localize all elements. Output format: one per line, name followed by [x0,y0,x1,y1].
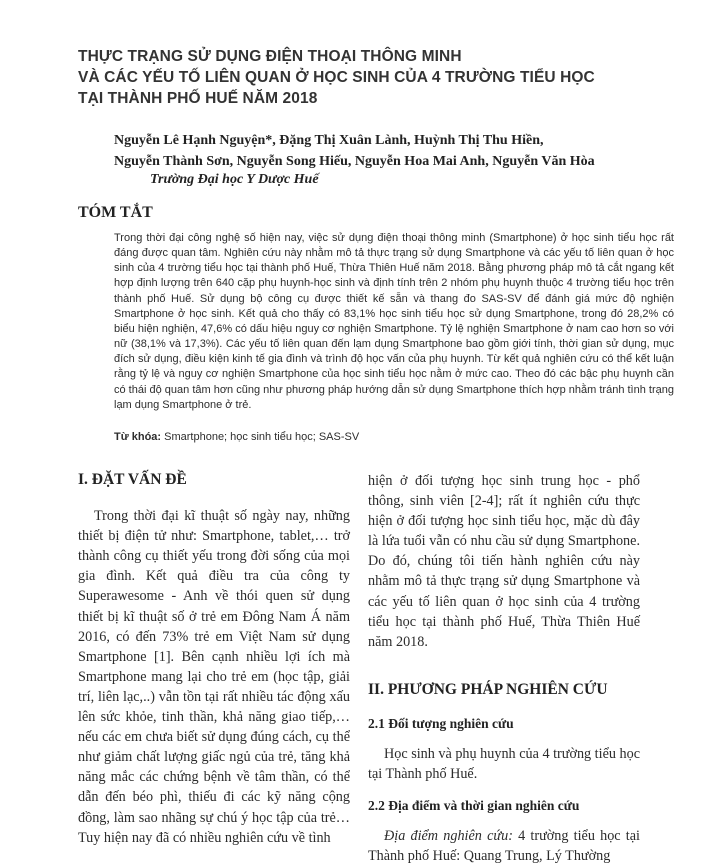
keywords-text: Smartphone; học sinh tiểu học; SAS-SV [161,431,360,443]
section-1-continuation: hiện ở đối tượng học sinh trung học - phổ thông, sinh viên [2-4]; rất ít nghiên cứu thực hiện ở đối tượng học sinh tiểu học, mặc dù đây là lứa tuổi vẫn có nhu cầu sử dụng Smartphone. Do đó, chúng tôi tiến hành nghiên cứu này nhằm mô tả thực trạng sử dụng Smartphone và các yếu tố liên quan ở học sinh của 4 trường tiểu học tại thành phố Huế, Thừa Thiên Huế năm 2018. [368,473,640,650]
title-line-3: TẠI THÀNH PHỐ HUẾ NĂM 2018 [78,90,318,107]
section-2-heading: II. PHƯƠNG PHÁP NGHIÊN CỨU [368,680,608,698]
title-line-2: VÀ CÁC YẾU TỐ LIÊN QUAN Ở HỌC SINH CỦA 4 TRƯỜNG TIỂU HỌC [78,69,595,86]
author-list [114,130,674,172]
authors-line-1: Nguyễn Lê Hạnh Nguyện*, Đặng Thị Xuân Lành, Huỳnh Thị Thu Hiền, [114,133,544,148]
affiliation: Trường Đại học Y Dược Huế [150,172,319,187]
authors-line-2: Nguyễn Thành Sơn, Nguyễn Song Hiếu, Nguyễn Hoa Mai Anh, Nguyễn Văn Hòa [114,154,595,169]
subsection-2-2-label: Địa điểm nghiên cứu: [384,828,513,845]
right-column [368,471,640,867]
abstract-heading: TÓM TẮT [78,204,153,221]
abstract-text: Trong thời đại công nghệ số hiện nay, việc sử dụng điện thoại thông minh (Smartphone) ở học sinh tiểu học rất đáng được quan tâm. Nghiên cứu này nhằm mô tả thực trạng sử dụng Smartphone và các yếu tố liên quan ở học sinh của 4 trường tiểu học tại thành phố Huế, Thừa Thiên Huế năm 2018. Bằng phương pháp mô tả cắt ngang kết hợp định lượng trên 640 cặp phụ huynh-học sinh và định tính trên 2 nhóm phụ huynh thuộc 4 trường tiểu học trên thành phố Huế. Sử dụng bộ công cụ được thiết kế sẵn và thang đo SAS-SV để đánh giá mức độ nghiện Smartphone ở học sinh. Kết quả cho thấy có 83,1% học sinh tiểu học sử dụng Smartphone, trong đó 28,2% có biểu hiện nghiện, 47,6% có dấu hiệu nguy cơ nghiện Smartphone. Tỷ lệ nghiện Smartphone ở nam cao hơn so với nữ (38,1% và 17,3%). Các yếu tố liên quan đến lạm dụng Smartphone bao gồm giới tính, thời gian sử dụng, mục đích sử dụng, điều kiện kinh tế gia đình và trình độ học vấn của phụ huynh. Từ kết quả nghiên cứu có thể kết luận rằng tỷ lệ và nguy cơ nghiện Smartphone của học sinh tiểu học nằm ở mức cao. Theo đó các bậc phụ huynh cần có thái độ quan tâm hơn cũng như phương pháp hướng dẫn sử dụng Smartphone thích hợp nhằm tránh tình trạng lạm dụng Smartphone ở trẻ. [114,232,674,411]
section-1-heading: I. ĐẶT VẤN ĐỀ [78,471,187,488]
left-column [78,470,350,848]
subsection-2-2-body: 4 trường tiểu học tại Thành phố Huế: Quang Trung, Lý Thường [368,828,640,865]
subsection-2-2-text [368,826,640,866]
section-1-paragraph: Trong thời đại kĩ thuật số ngày nay, những thiết bị điện tử như: Smartphone, tablet,… trở thành công cụ thiết yếu trong đời sống của mọi gia đình. Kết quả điều tra của công ty Superawesome - Anh về thói quen sử dụng thiết bị kĩ thuật số ở trẻ em Đông Nam Á năm 2016, có đến 73% trẻ em Việt Nam sử dụng Smartphone [1]. Bên cạnh nhiều lợi ích mà Smartphone mang lại cho trẻ em (học tập, giải trí, liên lạc,..) vẫn tồn tại rất nhiều tác động xấu lên sức khỏe, tinh thần, khả năng giao tiếp,… nếu các em chưa biết sử dụng đúng cách, cụ thể như giảm chất lượng giấc ngủ của trẻ, tăng khả năng mắc các chứng bệnh về tâm thần, có thể dẫn đến béo phì, thiếu đi các kỹ năng cộng đồng, làm sao nhãng sự chú ý học tập của trẻ… Tuy hiện nay đã có nhiều nghiên cứu về tình [78,508,350,846]
subsection-2-1-text: Học sinh và phụ huynh của 4 trường tiểu học tại Thành phố Huế. [368,746,640,783]
paper-title [78,46,678,109]
title-line-1: THỰC TRẠNG SỬ DỤNG ĐIỆN THOẠI THÔNG MINH [78,48,462,65]
subsection-2-2-heading: 2.2 Địa điểm và thời gian nghiên cứu [368,798,580,814]
keywords-label: Từ khóa: [114,431,162,443]
subsection-2-1-heading: 2.1 Đối tượng nghiên cứu [368,715,514,731]
keywords [114,431,674,443]
